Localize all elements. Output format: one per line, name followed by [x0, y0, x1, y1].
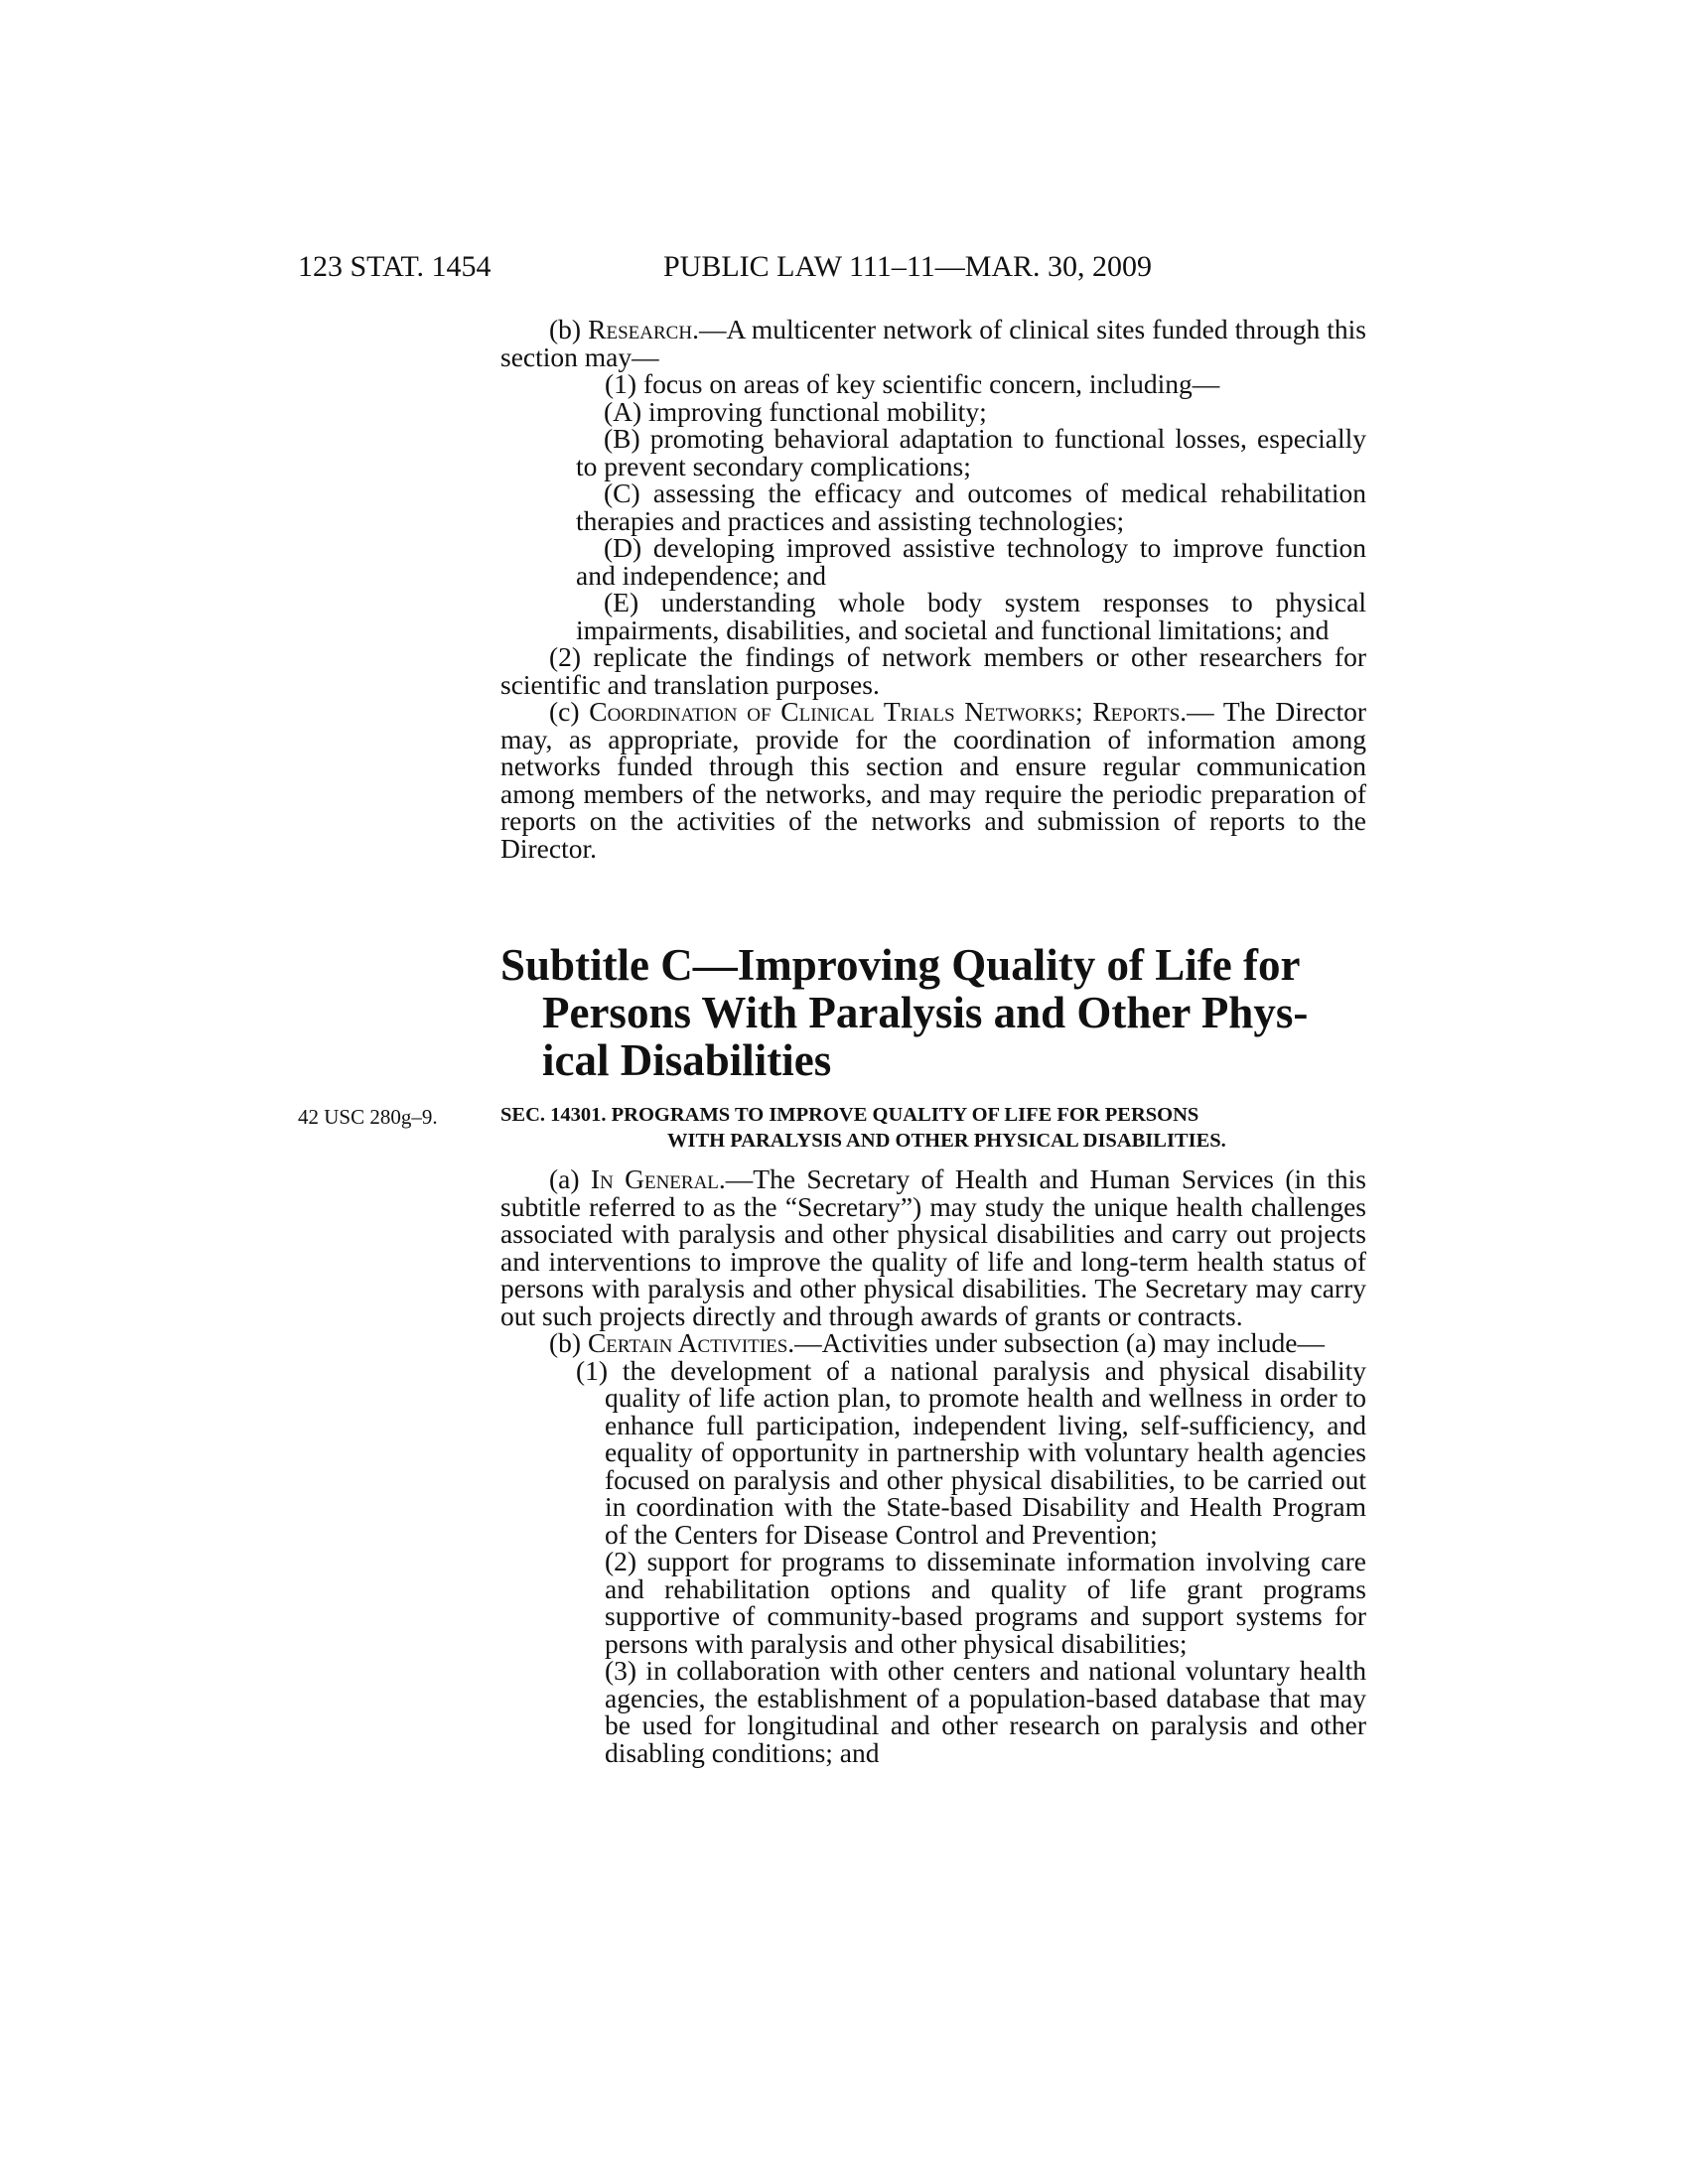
- section-heading: [500, 1102, 1374, 1154]
- activities-list: [500, 1354, 1366, 1768]
- activities-item-3: [576, 1657, 1366, 1766]
- margin-citation: 42 USC 280g–9.: [298, 1105, 438, 1129]
- coordination-paragraph: [500, 698, 1366, 862]
- research-item-b: (B) promoting behavioral adaptation to functional losses, especially to prevent secondary complications;: [576, 423, 1366, 481]
- activities-intro-num: (b): [549, 1327, 588, 1358]
- statute-page-number: 123 STAT. 1454: [298, 250, 492, 283]
- activities-item-3-text: (3) in collaboration with other centers and national voluntary health agencies, the establishment of a population-based database that may be used for longitudinal and other research on paralysis and other disabling conditions; and: [605, 1655, 1366, 1768]
- research-item-c: (C) assessing the efficacy and outcomes of medical rehabilitation therapies and practices and assisting technologies;: [576, 478, 1366, 536]
- research-text: .—A multicenter network of clinical sites funded through this section may—: [500, 314, 1366, 372]
- subtitle-heading: [500, 941, 1374, 1084]
- public-law-citation: PUBLIC LAW 111–11—MAR. 30, 2009: [663, 250, 1153, 283]
- research-item-a: (A) improving functional mobility;: [604, 395, 987, 427]
- general-paragraph: [500, 1165, 1366, 1329]
- activities-item-1-text: (1) the development of a national paralysis and physical disability quality of life action plan, to promote health and wellness in order to enhance full participation, independent living, self-sufficiency, and equality of opportunity in partnership with voluntary health agencies focused on paralysis and other physical disabilities, to be carried out in coordination with the State-based Disability and Health Program of the Centers for Disease Control and Prevention;: [576, 1354, 1366, 1550]
- research-item-e: (E) understanding whole body system responses to physical impairments, disabilities, and societal and functional limitations; and: [576, 587, 1366, 645]
- activities-text: .—Activities under subsection (a) may include—: [787, 1327, 1325, 1358]
- general-intro-num: (a): [549, 1163, 591, 1194]
- subtitle-line-1: Subtitle C—Improving Quality of Life for: [500, 940, 1301, 990]
- coordination-intro-num: (c): [549, 696, 590, 727]
- research-item-2: (2) replicate the findings of network members or other researchers for scientific and translation purposes.: [500, 641, 1366, 700]
- activities-item-2: [576, 1548, 1366, 1657]
- section-heading-line-1: SEC. 14301. PROGRAMS TO IMPROVE QUALITY OF LIFE FOR PERSONS: [500, 1104, 1199, 1126]
- activities-item-2-text: (2) support for programs to disseminate information involving care and rehabilitation options and quality of life grant programs supportive of community-based programs and support systems for persons with paralysis and other physical disabilities;: [605, 1546, 1366, 1659]
- general-label: In General: [590, 1163, 719, 1194]
- activities-item-1: [576, 1354, 1366, 1550]
- coordination-label: Coordination of Clinical Trials Networks; Reports: [589, 696, 1181, 727]
- page-header: [298, 250, 1350, 290]
- section-heading-line-2: WITH PARALYSIS AND OTHER PHYSICAL DISABILITIES.: [667, 1130, 1226, 1152]
- research-label: Research: [588, 314, 693, 344]
- section-body: [500, 1165, 1366, 1766]
- activities-paragraph: [500, 1329, 1366, 1357]
- research-intro-num: (b): [549, 314, 589, 344]
- general-text: .—The Secretary of Health and Human Services (in this subtitle referred to as the “Secretary”) may study the unique health challenges associated with paralysis and other physical disabilities and carry out projects and interventions to improve the quality of life and long-term health status of persons with paralysis and other physical disabilities. The Secretary may carry out such projects directly and through awards of grants or contracts.: [500, 1163, 1366, 1331]
- research-item-1: (1) focus on areas of key scientific concern, including—: [605, 368, 1220, 399]
- coordination-text: .— The Director may, as appropriate, provide for the coordination of information among networks funded through this section and ensure regular communication among members of the networks, and may require the periodic preparation of reports on the activities of the networks and submission of reports to the Director.: [500, 696, 1366, 864]
- subtitle-line-2: Persons With Paralysis and Other Phys-: [542, 988, 1309, 1037]
- research-section: [500, 316, 1366, 862]
- research-item-d: (D) developing improved assistive technology to improve function and independence; and: [576, 532, 1366, 591]
- research-intro: [500, 316, 1366, 370]
- subtitle-line-3: ical Disabilities: [542, 1035, 832, 1085]
- activities-label: Certain Activities: [587, 1327, 788, 1358]
